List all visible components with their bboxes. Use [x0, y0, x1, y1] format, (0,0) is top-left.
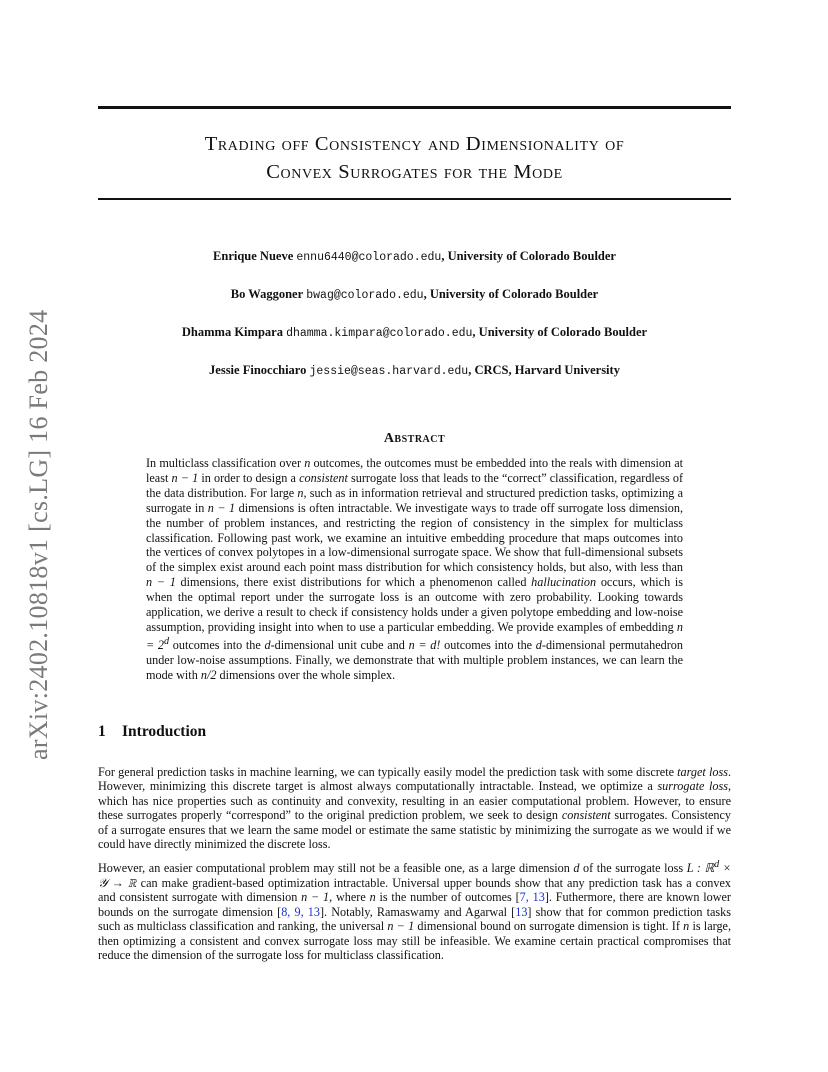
author-name: Dhamma Kimpara [181, 325, 283, 339]
paragraph: For general prediction tasks in machine learning, we can typically easily model the prediction task with some discrete target loss. However, minimizing this discrete target is almost always computationally intractable. Instead, we optimize a surrogate loss, which has nice properties such as continuity and convexity, resulting in an easier computational problem. However, to ensure these surrogates properly “correspond” to the original prediction problem, we seek to design consistent surrogates. Consistency of a surrogate ensures that we learn the same model or estimate the same statistic by minimizing the surrogate as we would if we could have directly minimized the discrete loss. [98, 765, 731, 852]
citation-link[interactable]: 13 [515, 904, 528, 919]
title-line-1: Trading off Consistency and Dimensionality of [204, 133, 625, 155]
author-entry [98, 324, 731, 362]
author-entry [98, 248, 731, 286]
author-affiliation: , University of Colorado Boulder [472, 325, 648, 339]
arxiv-identifier-stamp [18, 290, 58, 760]
section-number: 1 [98, 723, 106, 740]
author-affiliation: , CRCS, Harvard University [468, 363, 620, 377]
author-entry [98, 286, 731, 324]
author-list [98, 248, 731, 400]
author-email[interactable]: dhamma.kimpara@colorado.edu [286, 327, 473, 340]
author-email[interactable]: ennu6440@colorado.edu [296, 251, 442, 264]
emphasis: hallucination [531, 575, 597, 590]
title-line-2: Convex Surrogates for the Mode [266, 161, 563, 183]
author-email[interactable]: jessie@seas.harvard.edu [309, 365, 469, 378]
citation-link[interactable]: 8, 9, 13 [281, 904, 320, 919]
paper-title [98, 130, 731, 186]
arxiv-identifier: arXiv:2402.10818v1 [cs.LG] 16 Feb 2024 [24, 309, 53, 760]
author-affiliation: , University of Colorado Boulder [441, 249, 616, 263]
author-entry [98, 362, 731, 400]
author-name: Enrique Nueve [213, 249, 294, 263]
abstract-body: In multiclass classification over n outcomes, the outcomes must be embedded into the reals with dimension at least n − 1 in order to design a consistent surrogate loss that leads to the “correct” classification, regardless of the data distribution. For large n, such as in information retrieval and structured prediction tasks, optimizing a surrogate in n − 1 dimensions is often intractable. We investigate ways to trade off surrogate loss dimension, the number of problem instances, and restricting the region of consistency in the simplex for multiclass classification. Following past work, we examine an intuitive embedding procedure that maps outcomes into the vertices of convex polytopes in a low-dimensional surrogate space. We show that full-dimensional subsets of the simplex exist around each point mass distribution for which consistency holds, but also, with less than n − 1 dimensions, there exist distributions for which a phenomenon called hallucination occurs, which is when the optimal report under the surrogate loss is an outcome with zero probability. Looking towards application, we derive a result to check if consistency holds under a given polytope embedding and low-noise assumption, providing insight into when to use a particular embedding. We provide examples of embedding $n = 2^d$ outcomes into the d-dimensional unit cube and n = d! outcomes into the d-dimensional permutahedron under low-noise assumptions. Finally, we demonstrate that with multiple problem instances, we can learn the mode with n/2 dimensions over the whole simplex. [146, 456, 683, 682]
citation-link[interactable]: 7, 13 [519, 890, 545, 905]
section-heading [98, 723, 206, 741]
introduction-body [98, 765, 731, 969]
abstract-heading: Abstract [383, 431, 446, 446]
author-name: Jessie Finocchiaro [209, 363, 307, 377]
title-bottom-rule [98, 198, 731, 200]
section-title: Introduction [122, 723, 207, 740]
author-affiliation: , University of Colorado Boulder [423, 287, 599, 301]
emphasis: consistent [299, 470, 348, 485]
title-top-rule [98, 106, 731, 109]
paragraph: However, an easier computational problem may still not be a feasible one, as a large dimension d of the surrogate loss L : ℝ$^d$ × 𝒴 → ℝ can make gradient-based optimization intractable. Universal upper bounds show that any prediction task has a convex and consistent surrogate with dimension n − 1, where n is the number of outcomes [7, 13]. Futhermore, there are known lower bounds on the surrogate dimension [8, 9, 13]. Notably, Ramaswamy and Agarwal [13] show that for common prediction tasks such as multiclass classification and ranking, the universal n − 1 dimensional bound on surrogate dimension is tight. If n is large, then optimizing a consistent and convex surrogate loss may still be infeasible. We examine certain practical compromises that reduce the dimension of the surrogate loss for multiclass classification. [98, 859, 731, 962]
author-name: Bo Waggoner [230, 287, 304, 301]
author-email[interactable]: bwag@colorado.edu [306, 289, 424, 302]
